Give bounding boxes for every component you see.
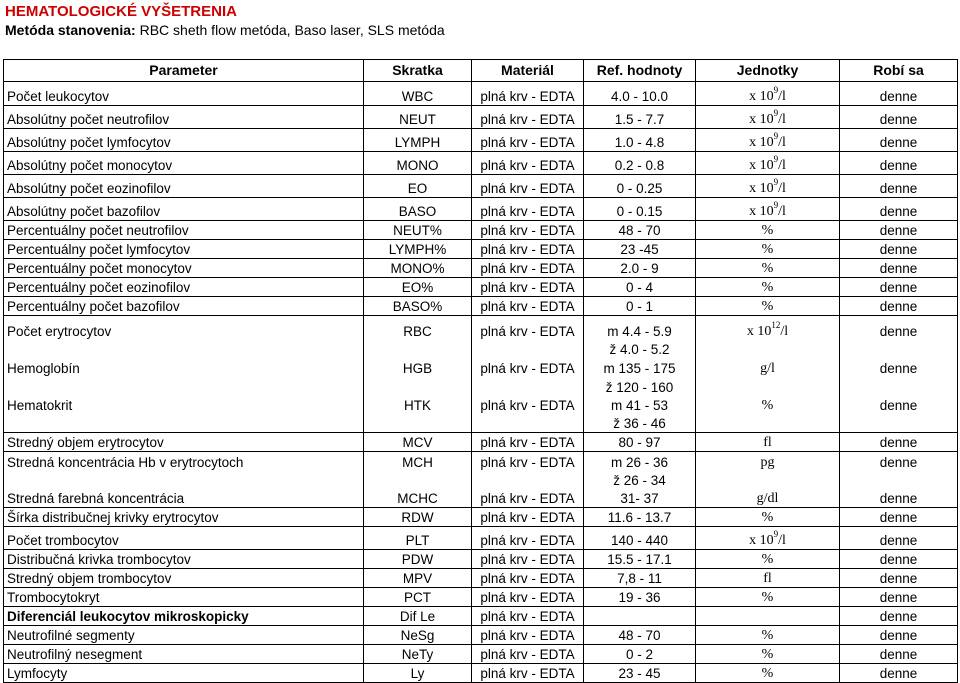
table-row: [4, 297, 958, 316]
cell-material: plná krv - EDTA: [472, 129, 584, 152]
cell-abbreviation: [364, 377, 472, 396]
cell-abbreviation: BASO%: [364, 297, 472, 316]
cell-reference: 48 - 70: [584, 626, 696, 645]
method-line: [5, 22, 445, 38]
col-header-units: Jednotky: [696, 60, 840, 82]
cell-units: [696, 221, 840, 240]
cell-frequency: denne: [840, 433, 958, 452]
cell-units: [696, 414, 840, 433]
cell-frequency: denne: [840, 645, 958, 664]
cell-abbreviation: MPV: [364, 569, 472, 588]
unit-base: fl: [763, 571, 772, 586]
cell-parameter: Stredný objem trombocytov: [4, 569, 364, 588]
cell-material: plná krv - EDTA: [472, 452, 584, 471]
cell-frequency: denne: [840, 152, 958, 175]
cell-material: [472, 471, 584, 489]
cell-units: [696, 377, 840, 396]
unit-base: %: [761, 280, 774, 295]
table-row: [4, 198, 958, 221]
cell-material: plná krv - EDTA: [472, 626, 584, 645]
unit-base: x 10: [749, 158, 774, 173]
cell-parameter: Hematokrit: [4, 396, 364, 414]
table-row: [4, 152, 958, 175]
cell-reference: 0.2 - 0.8: [584, 152, 696, 175]
unit-exponent: 9: [773, 177, 779, 187]
cell-material: plná krv - EDTA: [472, 645, 584, 664]
cell-material: plná krv - EDTA: [472, 175, 584, 198]
cell-parameter: Počet leukocytov: [4, 82, 364, 106]
cell-material: plná krv - EDTA: [472, 433, 584, 452]
cell-material: plná krv - EDTA: [472, 240, 584, 259]
cell-reference: 80 - 97: [584, 433, 696, 452]
cell-parameter: Distribučná krivka trombocytov: [4, 550, 364, 569]
unit-base: %: [761, 299, 774, 314]
unit-exponent: 9: [773, 85, 779, 95]
cell-abbreviation: RBC: [364, 316, 472, 340]
cell-abbreviation: HTK: [364, 396, 472, 414]
cell-material: plná krv - EDTA: [472, 550, 584, 569]
cell-reference: 0 - 0.15: [584, 198, 696, 221]
unit-base: x 10: [749, 135, 774, 150]
table-row: [4, 377, 958, 396]
cell-units: [696, 316, 840, 340]
table-row: [4, 82, 958, 106]
unit-base: x 10: [749, 533, 774, 548]
cell-material: plná krv - EDTA: [472, 152, 584, 175]
table-row: [4, 569, 958, 588]
cell-frequency: [840, 471, 958, 489]
cell-reference: 23 -45: [584, 240, 696, 259]
cell-abbreviation: LYMPH%: [364, 240, 472, 259]
cell-abbreviation: MONO: [364, 152, 472, 175]
table-row: [4, 607, 958, 626]
cell-material: plná krv - EDTA: [472, 358, 584, 377]
table-row: [4, 471, 958, 489]
cell-units: [696, 645, 840, 664]
cell-units: [696, 259, 840, 278]
cell-abbreviation: PDW: [364, 550, 472, 569]
cell-material: plná krv - EDTA: [472, 297, 584, 316]
cell-abbreviation: PLT: [364, 527, 472, 550]
cell-parameter: Absolútny počet bazofilov: [4, 198, 364, 221]
unit-suffix: /l: [778, 181, 786, 196]
cell-units: [696, 626, 840, 645]
table-row: [4, 106, 958, 129]
cell-abbreviation: [364, 414, 472, 433]
unit-base: g/dl: [756, 491, 779, 506]
cell-parameter: Stredná koncentrácia Hb v erytrocytoch: [4, 452, 364, 471]
cell-material: plná krv - EDTA: [472, 607, 584, 626]
unit-suffix: /l: [778, 135, 786, 150]
cell-material: plná krv - EDTA: [472, 221, 584, 240]
cell-frequency: denne: [840, 452, 958, 471]
cell-units: [696, 129, 840, 152]
cell-frequency: denne: [840, 396, 958, 414]
unit-base: g/l: [760, 360, 775, 376]
cell-reference: m 135 - 175: [584, 358, 696, 377]
cell-units: [696, 198, 840, 221]
cell-reference: 19 - 36: [584, 588, 696, 607]
cell-units: [696, 471, 840, 489]
cell-reference: ž 36 - 46: [584, 414, 696, 433]
cell-material: [472, 340, 584, 358]
unit-base: %: [761, 397, 774, 413]
unit-base: x 10: [749, 181, 774, 196]
cell-frequency: denne: [840, 175, 958, 198]
cell-parameter: Počet erytrocytov: [4, 316, 364, 340]
cell-material: plná krv - EDTA: [472, 82, 584, 106]
cell-abbreviation: NEUT%: [364, 221, 472, 240]
cell-frequency: denne: [840, 664, 958, 683]
cell-abbreviation: MCHC: [364, 489, 472, 508]
cell-units: [696, 452, 840, 471]
cell-frequency: denne: [840, 106, 958, 129]
table-row: [4, 550, 958, 569]
cell-abbreviation: Ly: [364, 664, 472, 683]
table-body: [4, 82, 958, 683]
cell-frequency: denne: [840, 550, 958, 569]
unit-exponent: 9: [773, 131, 779, 141]
cell-parameter: Neutrofilný nesegment: [4, 645, 364, 664]
cell-frequency: denne: [840, 297, 958, 316]
cell-frequency: [840, 414, 958, 433]
method-label: Metóda stanovenia:: [5, 22, 136, 38]
cell-frequency: denne: [840, 358, 958, 377]
table-row: [4, 452, 958, 471]
cell-reference: m 26 - 36: [584, 452, 696, 471]
cell-units: [696, 240, 840, 259]
cell-reference: 0 - 4: [584, 278, 696, 297]
col-header-reference: Ref. hodnoty: [584, 60, 696, 82]
cell-parameter: Lymfocyty: [4, 664, 364, 683]
cell-reference: m 4.4 - 5.9: [584, 316, 696, 340]
cell-abbreviation: PCT: [364, 588, 472, 607]
cell-parameter: Šírka distribučnej krivky erytrocytov: [4, 508, 364, 527]
cell-reference: 0 - 1: [584, 297, 696, 316]
cell-frequency: denne: [840, 278, 958, 297]
unit-base: %: [761, 552, 774, 567]
cell-frequency: denne: [840, 82, 958, 106]
cell-parameter: Percentuálny počet neutrofilov: [4, 221, 364, 240]
cell-frequency: denne: [840, 316, 958, 340]
cell-abbreviation: [364, 340, 472, 358]
unit-exponent: 9: [773, 200, 779, 210]
cell-units: [696, 278, 840, 297]
unit-suffix: /l: [778, 533, 786, 548]
cell-parameter: Percentuálny počet eozinofilov: [4, 278, 364, 297]
col-header-material: Materiál: [472, 60, 584, 82]
table-row: [4, 129, 958, 152]
cell-reference: m 41 - 53: [584, 396, 696, 414]
unit-suffix: /l: [780, 323, 789, 339]
cell-parameter: [4, 340, 364, 358]
cell-parameter: Trombocytokryt: [4, 588, 364, 607]
cell-parameter: Neutrofilné segmenty: [4, 626, 364, 645]
cell-frequency: denne: [840, 508, 958, 527]
cell-frequency: denne: [840, 259, 958, 278]
cell-parameter: [4, 471, 364, 489]
cell-abbreviation: MONO%: [364, 259, 472, 278]
cell-material: plná krv - EDTA: [472, 278, 584, 297]
cell-parameter: [4, 377, 364, 396]
cell-reference: 1.0 - 4.8: [584, 129, 696, 152]
cell-reference: 15.5 - 17.1: [584, 550, 696, 569]
cell-parameter: Absolútny počet monocytov: [4, 152, 364, 175]
cell-material: plná krv - EDTA: [472, 588, 584, 607]
cell-reference: [584, 607, 696, 626]
unit-suffix: /l: [778, 112, 786, 127]
unit-base: %: [761, 261, 774, 276]
cell-reference: 2.0 - 9: [584, 259, 696, 278]
table-row: [4, 340, 958, 358]
unit-suffix: /l: [778, 89, 786, 104]
cell-abbreviation: HGB: [364, 358, 472, 377]
cell-reference: 7,8 - 11: [584, 569, 696, 588]
cell-reference: 23 - 45: [584, 664, 696, 683]
cell-frequency: denne: [840, 569, 958, 588]
cell-units: [696, 569, 840, 588]
table-row: [4, 396, 958, 414]
cell-reference: ž 4.0 - 5.2: [584, 340, 696, 358]
cell-parameter: Absolútny počet neutrofilov: [4, 106, 364, 129]
cell-material: plná krv - EDTA: [472, 527, 584, 550]
cell-abbreviation: EO%: [364, 278, 472, 297]
unit-base: x 10: [749, 89, 774, 104]
unit-base: fl: [763, 435, 772, 450]
cell-frequency: denne: [840, 240, 958, 259]
cell-reference: 0 - 2: [584, 645, 696, 664]
cell-material: plná krv - EDTA: [472, 508, 584, 527]
cell-units: [696, 152, 840, 175]
unit-base: %: [761, 223, 774, 238]
cell-abbreviation: NeTy: [364, 645, 472, 664]
col-header-abbreviation: Skratka: [364, 60, 472, 82]
cell-parameter: Absolútny počet lymfocytov: [4, 129, 364, 152]
method-text: RBC sheth flow metóda, Baso laser, SLS metóda: [135, 22, 445, 38]
cell-parameter: Absolútny počet eozinofilov: [4, 175, 364, 198]
cell-reference: 0 - 0.25: [584, 175, 696, 198]
cell-material: plná krv - EDTA: [472, 489, 584, 508]
cell-reference: 140 - 440: [584, 527, 696, 550]
table-row: [4, 433, 958, 452]
cell-frequency: denne: [840, 607, 958, 626]
unit-suffix: /l: [778, 204, 786, 219]
unit-base: x 10: [746, 323, 772, 339]
table-row: [4, 489, 958, 508]
cell-material: [472, 414, 584, 433]
cell-abbreviation: MCV: [364, 433, 472, 452]
unit-exponent: 9: [773, 108, 779, 118]
table-row: [4, 664, 958, 683]
cell-units: [696, 82, 840, 106]
unit-base: %: [761, 647, 774, 662]
table-row: [4, 358, 958, 377]
hematology-table: [3, 59, 958, 683]
unit-exponent: 9: [773, 154, 779, 164]
page-title: HEMATOLOGICKÉ VYŠETRENIA: [5, 3, 237, 20]
cell-parameter: Stredná farebná koncentrácia: [4, 489, 364, 508]
cell-frequency: denne: [840, 221, 958, 240]
cell-units: [696, 664, 840, 683]
unit-base: %: [761, 242, 774, 257]
cell-parameter: Počet trombocytov: [4, 527, 364, 550]
cell-material: plná krv - EDTA: [472, 198, 584, 221]
cell-abbreviation: RDW: [364, 508, 472, 527]
cell-parameter: Percentuálny počet monocytov: [4, 259, 364, 278]
cell-frequency: denne: [840, 588, 958, 607]
cell-abbreviation: LYMPH: [364, 129, 472, 152]
cell-reference: 4.0 - 10.0: [584, 82, 696, 106]
col-header-frequency: Robí sa: [840, 60, 958, 82]
cell-material: plná krv - EDTA: [472, 664, 584, 683]
table-row: [4, 645, 958, 664]
cell-units: [696, 433, 840, 452]
table-row: [4, 508, 958, 527]
cell-frequency: [840, 340, 958, 358]
unit-exponent: 9: [773, 529, 779, 539]
cell-abbreviation: NEUT: [364, 106, 472, 129]
unit-base: x 10: [749, 112, 774, 127]
cell-parameter: Stredný objem erytrocytov: [4, 433, 364, 452]
table-row: [4, 221, 958, 240]
unit-exponent: 12: [771, 319, 781, 330]
unit-base: %: [761, 628, 774, 643]
table-row: [4, 259, 958, 278]
cell-reference: 11.6 - 13.7: [584, 508, 696, 527]
unit-base: x 10: [749, 204, 774, 219]
cell-units: [696, 396, 840, 414]
cell-units: [696, 358, 840, 377]
cell-units: [696, 489, 840, 508]
table-row: [4, 588, 958, 607]
cell-units: [696, 550, 840, 569]
cell-units: [696, 508, 840, 527]
cell-parameter: Percentuálny počet bazofilov: [4, 297, 364, 316]
cell-abbreviation: [364, 471, 472, 489]
cell-material: plná krv - EDTA: [472, 106, 584, 129]
cell-units: [696, 588, 840, 607]
cell-units: [696, 527, 840, 550]
cell-frequency: denne: [840, 129, 958, 152]
table-row: [4, 175, 958, 198]
cell-abbreviation: MCH: [364, 452, 472, 471]
cell-abbreviation: EO: [364, 175, 472, 198]
cell-material: plná krv - EDTA: [472, 396, 584, 414]
cell-material: plná krv - EDTA: [472, 316, 584, 340]
cell-units: [696, 106, 840, 129]
unit-base: %: [761, 510, 774, 525]
cell-reference: ž 120 - 160: [584, 377, 696, 396]
unit-base: %: [761, 590, 774, 605]
cell-parameter: Percentuálny počet lymfocytov: [4, 240, 364, 259]
cell-abbreviation: WBC: [364, 82, 472, 106]
cell-abbreviation: Dif Le: [364, 607, 472, 626]
unit-base: %: [761, 666, 774, 681]
cell-reference: ž 26 - 34: [584, 471, 696, 489]
cell-material: plná krv - EDTA: [472, 259, 584, 278]
table-row: [4, 240, 958, 259]
cell-reference: 48 - 70: [584, 221, 696, 240]
cell-parameter: Diferenciál leukocytov mikroskopicky: [4, 607, 364, 626]
cell-frequency: denne: [840, 198, 958, 221]
cell-units: [696, 175, 840, 198]
cell-reference: 1.5 - 7.7: [584, 106, 696, 129]
table-row: [4, 316, 958, 340]
table-row: [4, 278, 958, 297]
table-row: [4, 626, 958, 645]
cell-frequency: denne: [840, 527, 958, 550]
cell-parameter: Hemoglobín: [4, 358, 364, 377]
table-header-row: [4, 60, 958, 82]
cell-units: [696, 297, 840, 316]
cell-abbreviation: BASO: [364, 198, 472, 221]
cell-material: [472, 377, 584, 396]
col-header-parameter: Parameter: [4, 60, 364, 82]
cell-frequency: denne: [840, 626, 958, 645]
cell-units: [696, 340, 840, 358]
cell-frequency: [840, 377, 958, 396]
cell-parameter: [4, 414, 364, 433]
cell-material: plná krv - EDTA: [472, 569, 584, 588]
table-row: [4, 414, 958, 433]
unit-base: pg: [760, 454, 775, 470]
cell-reference: 31- 37: [584, 489, 696, 508]
table-row: [4, 527, 958, 550]
cell-frequency: denne: [840, 489, 958, 508]
cell-abbreviation: NeSg: [364, 626, 472, 645]
unit-suffix: /l: [778, 158, 786, 173]
cell-units: [696, 607, 840, 626]
